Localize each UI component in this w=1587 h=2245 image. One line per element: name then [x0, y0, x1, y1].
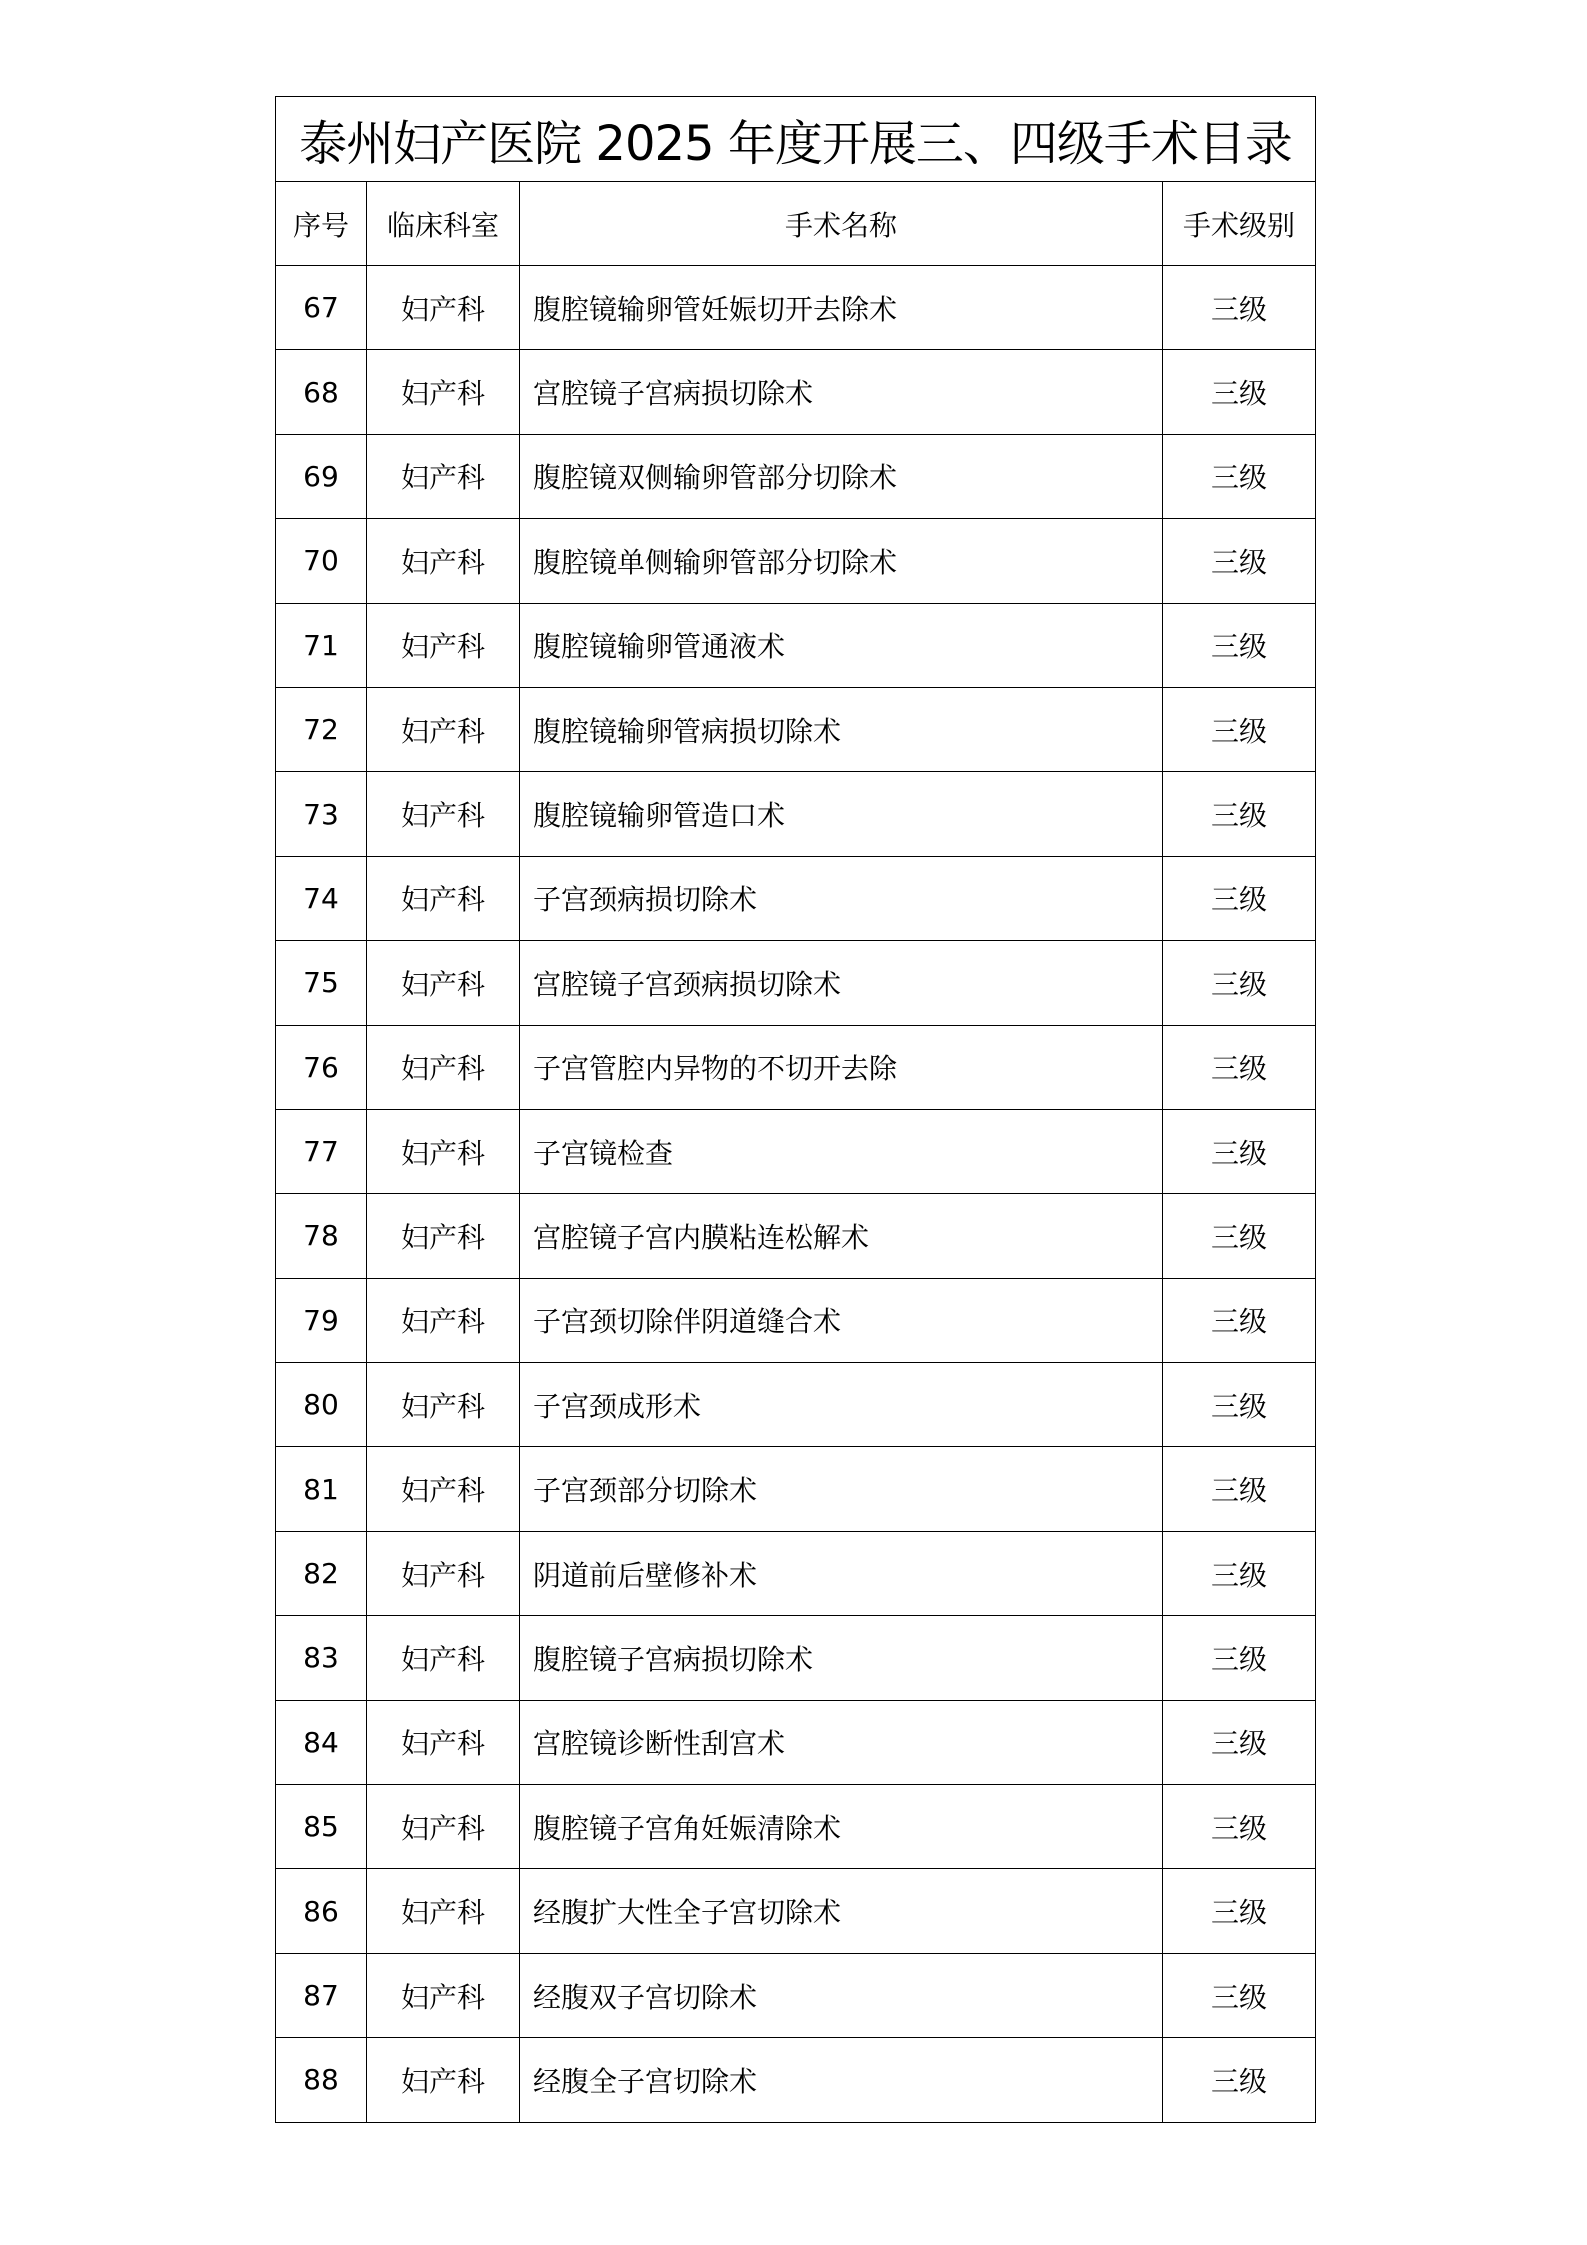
surgery-level-cell: 三级 [1163, 350, 1316, 434]
surgery-level-cell: 三级 [1163, 1025, 1316, 1109]
table-row [276, 1278, 1316, 1362]
procedure-name-cell: 腹腔镜单侧输卵管部分切除术 [520, 519, 1163, 603]
department-cell: 妇产科 [367, 1447, 520, 1531]
header-department: 临床科室 [367, 182, 520, 266]
surgery-level-cell: 三级 [1163, 519, 1316, 603]
row-number: 85 [276, 1785, 367, 1869]
table-row [276, 603, 1316, 687]
procedure-name-cell: 子宫颈切除伴阴道缝合术 [520, 1278, 1163, 1362]
department-cell: 妇产科 [367, 1869, 520, 1953]
row-number: 76 [276, 1025, 367, 1109]
surgery-level-cell: 三级 [1163, 1278, 1316, 1362]
header-level: 手术级别 [1163, 182, 1316, 266]
table-header-row [276, 182, 1316, 266]
surgery-level-cell: 三级 [1163, 1616, 1316, 1700]
procedure-name-cell: 子宫颈成形术 [520, 1363, 1163, 1447]
surgery-level-cell: 三级 [1163, 772, 1316, 856]
table-title-row [276, 97, 1316, 182]
table-row [276, 687, 1316, 771]
department-cell: 妇产科 [367, 1700, 520, 1784]
surgery-level-cell: 三级 [1163, 1531, 1316, 1615]
row-number: 75 [276, 941, 367, 1025]
surgery-level-cell: 三级 [1163, 1109, 1316, 1193]
procedure-name-cell: 腹腔镜子宫角妊娠清除术 [520, 1785, 1163, 1869]
row-number: 69 [276, 434, 367, 518]
surgery-level-cell: 三级 [1163, 687, 1316, 771]
row-number: 77 [276, 1109, 367, 1193]
table-row [276, 1025, 1316, 1109]
header-procedure: 手术名称 [520, 182, 1163, 266]
surgery-level-cell: 三级 [1163, 266, 1316, 350]
surgery-level-cell: 三级 [1163, 856, 1316, 940]
table-row [276, 1531, 1316, 1615]
table-row [276, 1194, 1316, 1278]
department-cell: 妇产科 [367, 941, 520, 1025]
table-row [276, 1447, 1316, 1531]
department-cell: 妇产科 [367, 856, 520, 940]
table-row [276, 519, 1316, 603]
department-cell: 妇产科 [367, 266, 520, 350]
row-number: 86 [276, 1869, 367, 1953]
department-cell: 妇产科 [367, 350, 520, 434]
surgery-level-cell: 三级 [1163, 434, 1316, 518]
row-number: 68 [276, 350, 367, 434]
procedure-name-cell: 宫腔镜子宫内膜粘连松解术 [520, 1194, 1163, 1278]
table-row [276, 856, 1316, 940]
department-cell: 妇产科 [367, 603, 520, 687]
row-number: 84 [276, 1700, 367, 1784]
surgery-level-cell: 三级 [1163, 1194, 1316, 1278]
procedure-name-cell: 宫腔镜诊断性刮宫术 [520, 1700, 1163, 1784]
table-row [276, 1363, 1316, 1447]
row-number: 82 [276, 1531, 367, 1615]
procedure-name-cell: 腹腔镜输卵管病损切除术 [520, 687, 1163, 771]
row-number: 78 [276, 1194, 367, 1278]
department-cell: 妇产科 [367, 1953, 520, 2037]
table-row [276, 1785, 1316, 1869]
surgery-level-cell: 三级 [1163, 1700, 1316, 1784]
table-row [276, 1869, 1316, 1953]
header-no: 序号 [276, 182, 367, 266]
department-cell: 妇产科 [367, 1363, 520, 1447]
table-row [276, 1109, 1316, 1193]
procedure-name-cell: 经腹全子宫切除术 [520, 2038, 1163, 2122]
surgery-level-cell: 三级 [1163, 2038, 1316, 2122]
department-cell: 妇产科 [367, 1194, 520, 1278]
row-number: 79 [276, 1278, 367, 1362]
row-number: 67 [276, 266, 367, 350]
procedure-name-cell: 宫腔镜子宫病损切除术 [520, 350, 1163, 434]
row-number: 80 [276, 1363, 367, 1447]
department-cell: 妇产科 [367, 434, 520, 518]
department-cell: 妇产科 [367, 1025, 520, 1109]
table-row [276, 941, 1316, 1025]
procedure-name-cell: 腹腔镜输卵管妊娠切开去除术 [520, 266, 1163, 350]
row-number: 81 [276, 1447, 367, 1531]
department-cell: 妇产科 [367, 1278, 520, 1362]
row-number: 88 [276, 2038, 367, 2122]
procedure-name-cell: 腹腔镜输卵管造口术 [520, 772, 1163, 856]
department-cell: 妇产科 [367, 687, 520, 771]
procedure-name-cell: 子宫镜检查 [520, 1109, 1163, 1193]
procedure-name-cell: 腹腔镜双侧输卵管部分切除术 [520, 434, 1163, 518]
row-number: 73 [276, 772, 367, 856]
document-title: 泰州妇产医院 2025 年度开展三、四级手术目录 [276, 97, 1316, 182]
table-body [276, 266, 1316, 2123]
table-row [276, 266, 1316, 350]
surgery-level-cell: 三级 [1163, 603, 1316, 687]
department-cell: 妇产科 [367, 1785, 520, 1869]
department-cell: 妇产科 [367, 2038, 520, 2122]
department-cell: 妇产科 [367, 1616, 520, 1700]
department-cell: 妇产科 [367, 519, 520, 603]
procedure-name-cell: 腹腔镜输卵管通液术 [520, 603, 1163, 687]
surgery-level-cell: 三级 [1163, 1869, 1316, 1953]
row-number: 72 [276, 687, 367, 771]
row-number: 87 [276, 1953, 367, 2037]
procedure-name-cell: 宫腔镜子宫颈病损切除术 [520, 941, 1163, 1025]
table-row [276, 1953, 1316, 2037]
table-row [276, 434, 1316, 518]
department-cell: 妇产科 [367, 772, 520, 856]
department-cell: 妇产科 [367, 1531, 520, 1615]
surgery-level-cell: 三级 [1163, 1447, 1316, 1531]
table-row [276, 2038, 1316, 2122]
procedure-name-cell: 腹腔镜子宫病损切除术 [520, 1616, 1163, 1700]
surgery-level-cell: 三级 [1163, 1953, 1316, 2037]
table-row [276, 1700, 1316, 1784]
procedure-name-cell: 子宫管腔内异物的不切开去除 [520, 1025, 1163, 1109]
procedure-name-cell: 经腹扩大性全子宫切除术 [520, 1869, 1163, 1953]
procedure-name-cell: 子宫颈病损切除术 [520, 856, 1163, 940]
surgery-level-cell: 三级 [1163, 941, 1316, 1025]
department-cell: 妇产科 [367, 1109, 520, 1193]
table-row [276, 1616, 1316, 1700]
row-number: 70 [276, 519, 367, 603]
surgery-catalog-table [275, 96, 1316, 2123]
procedure-name-cell: 经腹双子宫切除术 [520, 1953, 1163, 2037]
table-row [276, 772, 1316, 856]
procedure-name-cell: 子宫颈部分切除术 [520, 1447, 1163, 1531]
row-number: 74 [276, 856, 367, 940]
row-number: 71 [276, 603, 367, 687]
row-number: 83 [276, 1616, 367, 1700]
procedure-name-cell: 阴道前后壁修补术 [520, 1531, 1163, 1615]
table-row [276, 350, 1316, 434]
surgery-level-cell: 三级 [1163, 1785, 1316, 1869]
surgery-level-cell: 三级 [1163, 1363, 1316, 1447]
